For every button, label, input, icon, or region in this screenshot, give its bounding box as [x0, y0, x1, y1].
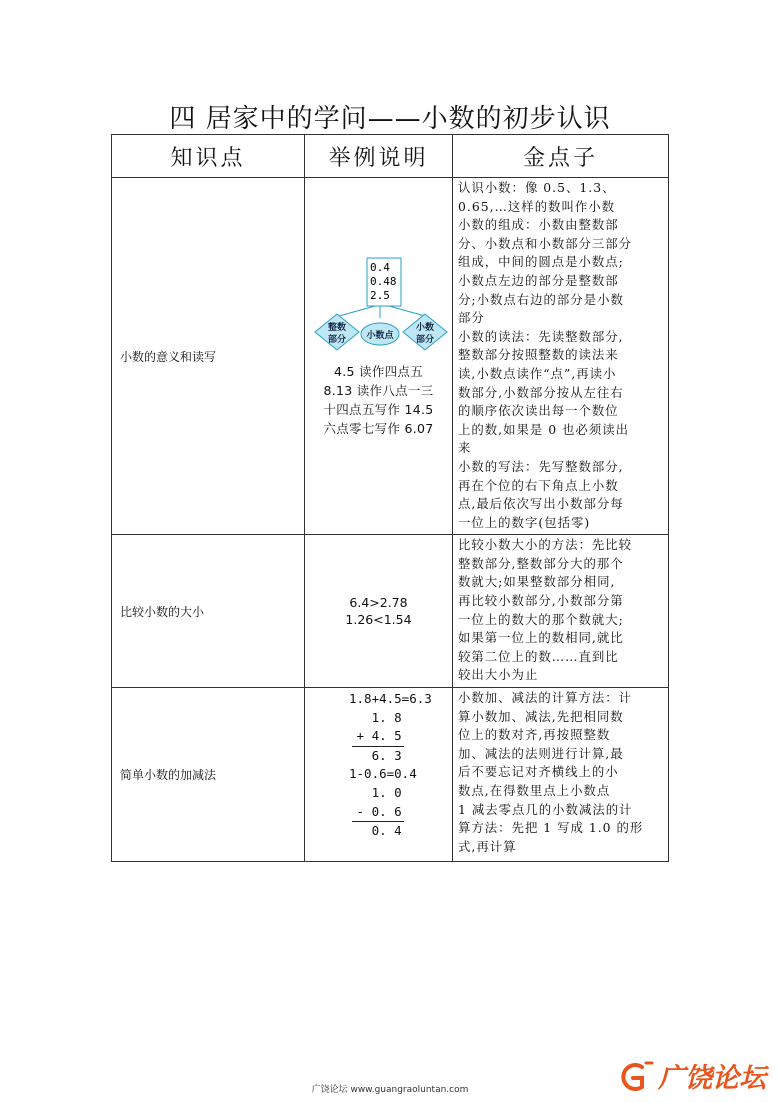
- tip-line: 数点,在得数里点上小数点: [458, 783, 611, 798]
- example-cell: [305, 178, 453, 535]
- example-line: 8.13 读作八点一三: [323, 383, 434, 398]
- equation-line: 1-0.6=0.4: [349, 766, 417, 782]
- example-line: 十四点五写作 14.5: [323, 402, 434, 417]
- example-line: 1.26<1.54: [345, 612, 412, 628]
- tip-line: 0.65,…这样的数叫作小数: [458, 198, 616, 214]
- example-line: 六点零七写作 6.07: [323, 421, 434, 436]
- tip-line: 后不要忘记对齐横线上的小: [458, 764, 619, 780]
- diamond-label: 小数: [415, 323, 434, 333]
- table-row: [112, 178, 669, 535]
- table-header-row: [112, 135, 669, 178]
- tip-line: 部分: [458, 310, 485, 326]
- vertical-result: 6. 3: [349, 747, 402, 763]
- diagram-number: 2.5: [369, 289, 390, 302]
- vertical-operand: - 0. 6: [349, 803, 402, 819]
- tip-line: 算方法：先把 1 写成 1.0 的形: [458, 820, 644, 836]
- example-line: 6.4>2.78: [349, 594, 408, 610]
- read-write-examples: [305, 362, 452, 438]
- header-example: 举例说明: [305, 135, 453, 178]
- tip-line: 认识小数：像 0.5、1.3、: [458, 180, 616, 195]
- diamond-label: 部分: [327, 335, 346, 345]
- tip-line: 数部分,小数部分按从左往右: [458, 384, 624, 400]
- tip-line: 加、减法的法则进行计算,最: [458, 745, 624, 761]
- tip-line: 位上的数对齐,再按照整数: [458, 727, 611, 743]
- header-tips: 金点子: [453, 135, 669, 178]
- tip-line: 1 减去零点几的小数减法的计: [458, 801, 633, 817]
- vertical-result: 0. 4: [349, 823, 402, 839]
- topic-cell: 比较小数的大小: [112, 535, 305, 688]
- table-row: [112, 688, 669, 862]
- tip-line: 算小数加、减法,先把相同数: [458, 708, 624, 724]
- tips-cell: [453, 535, 669, 688]
- tip-line: 整数部分,整数部分大的那个: [458, 555, 624, 571]
- diamond-label: 部分: [415, 335, 434, 345]
- vertical-operand: 1. 8: [349, 709, 402, 725]
- tip-line: 分、小数点和小数部分三部分: [458, 235, 633, 251]
- logo-text: 广饶论坛: [658, 1063, 766, 1094]
- knowledge-table: [111, 134, 669, 862]
- tip-line: 读,小数点读作“点”,再读小: [458, 365, 617, 381]
- tip-line: 如果第一位上的数相同,就比: [458, 630, 624, 646]
- page-title: 四 居家中的学问——小数的初步认识: [169, 104, 611, 134]
- pointer-line: [389, 306, 425, 316]
- tip-line: 一位上的数字(包括零): [458, 514, 591, 530]
- example-line: 4.5 读作四点五: [333, 364, 424, 379]
- tip-line: 数就大;如果整数部分相同,: [458, 574, 616, 590]
- tip-line: 式,再计算: [458, 838, 517, 854]
- tip-line: 较第二位上的数……直到比: [458, 648, 619, 664]
- calculation-cell: [305, 688, 453, 862]
- topic-cell: 小数的意义和读写: [112, 178, 305, 535]
- tip-line: 一位上的数大的那个数就大;: [458, 611, 624, 627]
- pointer-line: [339, 306, 375, 316]
- decimal-parts-diagram: [309, 254, 449, 354]
- footer-watermark: 广饶论坛 www.guangraoluntan.com: [311, 1085, 469, 1095]
- tip-line: 再比较小数部分,小数部分第: [458, 593, 624, 609]
- header-knowledge-point: 知识点: [112, 135, 305, 178]
- tip-line: 再在个位的右下角点上小数: [458, 477, 619, 493]
- vertical-operand: + 4. 5: [349, 728, 402, 744]
- site-logo: [612, 1055, 777, 1099]
- tip-line: 较出大小为止: [458, 667, 539, 683]
- example-cell: [305, 535, 453, 688]
- equation-line: 1.8+4.5=6.3: [349, 691, 432, 707]
- diagram-number: 0.4: [369, 261, 390, 274]
- diamond-label: 整数: [327, 323, 346, 333]
- tips-cell: [453, 688, 669, 862]
- tip-line: 整数部分按照整数的读法来: [458, 347, 619, 363]
- tip-line: 的顺序依次读出每一个数位: [458, 403, 619, 419]
- topic-cell: 简单小数的加减法: [112, 688, 305, 862]
- tip-line: 小数的组成：小数由整数部: [458, 217, 619, 233]
- logo-g-icon: [623, 1063, 652, 1089]
- tip-line: 分;小数点右边的部分是小数: [458, 291, 624, 307]
- tip-line: 组成，中间的圆点是小数点;: [458, 254, 624, 270]
- tip-line: 点,最后依次写出小数部分每: [458, 496, 624, 512]
- tip-line: 来: [458, 440, 472, 456]
- table-row: [112, 535, 669, 688]
- diagram-number: 0.48: [369, 275, 396, 288]
- vertical-operand: 1. 0: [349, 785, 402, 800]
- tip-line: 比较小数大小的方法：先比较: [458, 537, 633, 553]
- tip-line: 小数点左边的部分是整数部: [458, 272, 619, 288]
- tip-line: 上的数,如果是 0 也必须读出: [458, 421, 629, 437]
- tips-cell: [453, 178, 669, 535]
- tip-line: 小数的读法：先读整数部分,: [458, 328, 624, 344]
- tip-line: 小数的写法：先写整数部分,: [458, 458, 624, 474]
- ellipse-label: 小数点: [365, 331, 394, 341]
- tip-line: 小数加、减法的计算方法：计: [458, 690, 633, 706]
